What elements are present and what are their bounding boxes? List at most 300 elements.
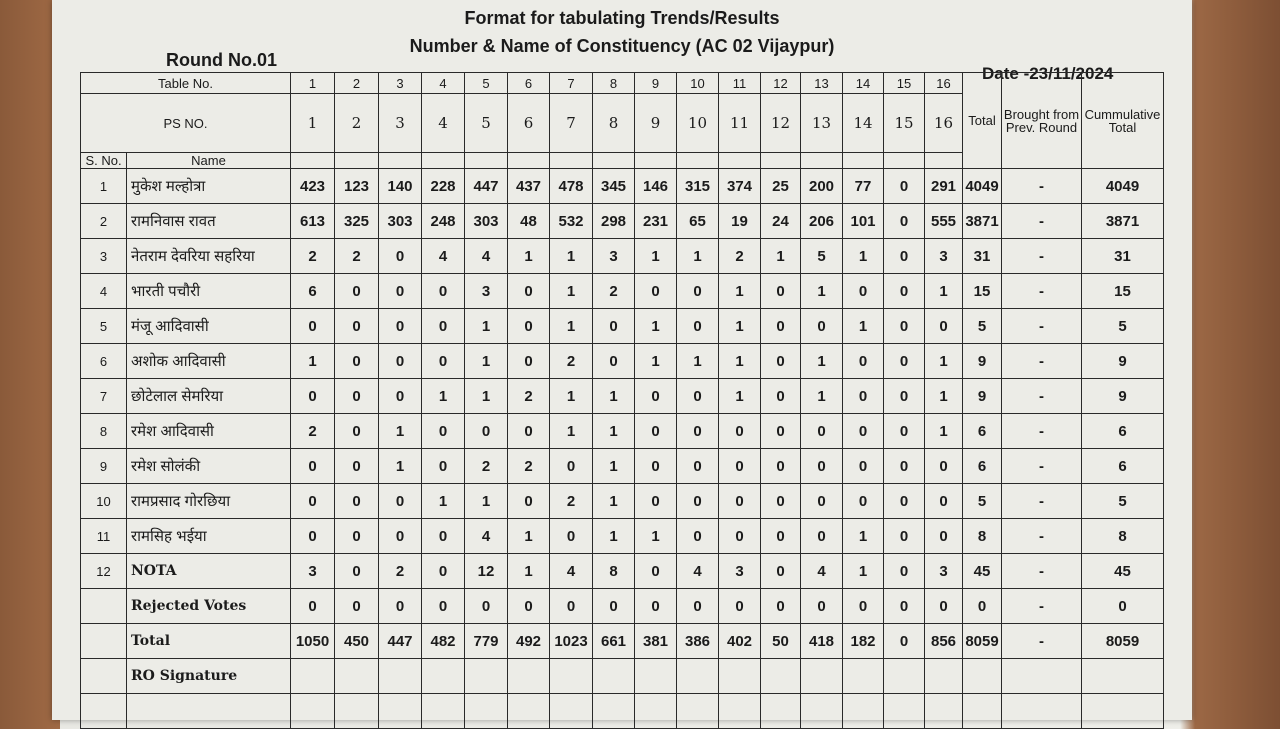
vote-cell: 200	[801, 169, 843, 204]
candidate-name: भारती पचौरी	[127, 274, 291, 309]
vote-cell: 0	[925, 449, 963, 484]
vote-cell: 532	[550, 204, 593, 239]
vote-cell: 1	[550, 239, 593, 274]
table-row	[81, 274, 1164, 309]
cumulative-cell: 5	[1082, 309, 1164, 344]
vote-cell: 1	[635, 344, 677, 379]
signature-cell	[335, 659, 379, 694]
ps-number-cell: 8	[593, 94, 635, 153]
candidate-name: रामप्रसाद गोरछिया	[127, 484, 291, 519]
vote-cell: 0	[635, 414, 677, 449]
vote-cell: 1	[801, 379, 843, 414]
cumulative-cell: 15	[1082, 274, 1164, 309]
vote-cell: 101	[843, 204, 884, 239]
vote-cell: 1	[593, 379, 635, 414]
vote-cell: 0	[761, 344, 801, 379]
vote-cell: 1	[719, 274, 761, 309]
cumulative-cell: 9	[1082, 344, 1164, 379]
ps-no-header: PS NO.	[81, 94, 291, 153]
vote-cell: 0	[291, 484, 335, 519]
blank-header-cell	[379, 153, 422, 169]
vote-cell: 0	[761, 519, 801, 554]
ps-number-cell: 7	[550, 94, 593, 153]
brought-cell: -	[1002, 239, 1082, 274]
brought-header: Brought from Prev. Round	[1002, 73, 1082, 169]
brought-cell: -	[1002, 204, 1082, 239]
blank-cell	[925, 694, 963, 729]
vote-cell: 0	[335, 554, 379, 589]
vote-cell: 0	[379, 519, 422, 554]
vote-cell: 555	[925, 204, 963, 239]
signature-cell	[677, 659, 719, 694]
vote-cell: 0	[843, 589, 884, 624]
cumulative-cell: 6	[1082, 449, 1164, 484]
vote-cell: 0	[677, 414, 719, 449]
vote-cell: 0	[761, 274, 801, 309]
vote-cell: 0	[925, 484, 963, 519]
candidate-name: NOTA	[127, 554, 291, 589]
brought-cell: -	[1002, 379, 1082, 414]
table-row	[81, 239, 1164, 274]
table-number-cell: 6	[508, 73, 550, 94]
vote-cell: 0	[843, 344, 884, 379]
table-number-cell: 4	[422, 73, 465, 94]
ps-number-cell: 10	[677, 94, 719, 153]
row-total: 6	[963, 414, 1002, 449]
vote-cell: 315	[677, 169, 719, 204]
blank-cell	[465, 694, 508, 729]
constituency-title: Number & Name of Constituency (AC 02 Vijaypur)	[409, 36, 835, 56]
vote-cell: 1	[635, 239, 677, 274]
cumulative-cell: 0	[1082, 589, 1164, 624]
vote-cell: 0	[335, 484, 379, 519]
vote-cell: 2	[291, 414, 335, 449]
vote-cell: 1	[593, 519, 635, 554]
vote-cell: 0	[884, 204, 925, 239]
vote-cell: 3	[465, 274, 508, 309]
signature-cell	[291, 659, 335, 694]
vote-cell: 0	[801, 414, 843, 449]
blank-header-cell	[801, 153, 843, 169]
ps-number-cell: 14	[843, 94, 884, 153]
vote-cell: 0	[508, 274, 550, 309]
table-row	[81, 169, 1164, 204]
vote-cell: 1	[843, 239, 884, 274]
vote-cell: 374	[719, 169, 761, 204]
vote-cell: 182	[843, 624, 884, 659]
vote-cell: 303	[465, 204, 508, 239]
blank-header-cell	[677, 153, 719, 169]
blank-header-cell	[465, 153, 508, 169]
blank-header-cell	[635, 153, 677, 169]
vote-cell: 0	[719, 519, 761, 554]
ps-number-cell: 11	[719, 94, 761, 153]
blank-header-cell	[291, 153, 335, 169]
vote-cell: 0	[379, 379, 422, 414]
vote-cell: 423	[291, 169, 335, 204]
vote-cell: 0	[379, 484, 422, 519]
vote-cell: 0	[761, 484, 801, 519]
vote-cell: 0	[550, 519, 593, 554]
blank-cell	[81, 694, 127, 729]
table-row	[81, 309, 1164, 344]
vote-cell: 2	[719, 239, 761, 274]
vote-cell: 0	[884, 239, 925, 274]
vote-cell: 0	[508, 414, 550, 449]
vote-cell: 0	[761, 379, 801, 414]
vote-cell: 5	[801, 239, 843, 274]
vote-cell: 206	[801, 204, 843, 239]
vote-cell: 1	[677, 239, 719, 274]
blank-header-cell	[761, 153, 801, 169]
table-number-cell: 14	[843, 73, 884, 94]
vote-cell: 345	[593, 169, 635, 204]
ps-number-cell: 13	[801, 94, 843, 153]
vote-cell: 1	[379, 414, 422, 449]
vote-cell: 2	[550, 484, 593, 519]
signature-cell	[593, 659, 635, 694]
vote-cell: 50	[761, 624, 801, 659]
vote-cell: 0	[761, 309, 801, 344]
serial-number: 8	[81, 414, 127, 449]
vote-cell: 1	[677, 344, 719, 379]
vote-cell: 450	[335, 624, 379, 659]
vote-cell: 0	[884, 379, 925, 414]
vote-cell: 1	[593, 484, 635, 519]
vote-cell: 0	[761, 589, 801, 624]
vote-cell: 1	[635, 309, 677, 344]
date-label: Date -23/11/2024	[982, 64, 1114, 83]
table-row	[81, 204, 1164, 239]
blank-cell	[1082, 694, 1164, 729]
vote-cell: 0	[677, 484, 719, 519]
vote-cell: 303	[379, 204, 422, 239]
vote-cell: 48	[508, 204, 550, 239]
serial-number	[81, 624, 127, 659]
brought-cell: -	[1002, 414, 1082, 449]
vote-cell: 1	[465, 484, 508, 519]
signature-cell	[1082, 659, 1164, 694]
round-label: Round No.01	[166, 50, 277, 70]
row-total: 5	[963, 484, 1002, 519]
brought-cell: -	[1002, 449, 1082, 484]
vote-cell: 0	[925, 589, 963, 624]
vote-cell: 779	[465, 624, 508, 659]
vote-cell: 0	[677, 274, 719, 309]
vote-cell: 0	[465, 414, 508, 449]
serial-number: 4	[81, 274, 127, 309]
vote-cell: 1	[422, 484, 465, 519]
blank-cell	[127, 694, 291, 729]
ps-number-cell: 5	[465, 94, 508, 153]
vote-cell: 0	[884, 554, 925, 589]
blank-cell	[801, 694, 843, 729]
table-number-cell: 3	[379, 73, 422, 94]
vote-cell: 0	[550, 589, 593, 624]
cumulative-cell: 5	[1082, 484, 1164, 519]
vote-cell: 1	[465, 309, 508, 344]
vote-cell: 0	[422, 449, 465, 484]
brought-cell: -	[1002, 309, 1082, 344]
table-row	[81, 414, 1164, 449]
vote-cell: 402	[719, 624, 761, 659]
vote-cell: 4	[801, 554, 843, 589]
vote-cell: 1	[508, 519, 550, 554]
vote-cell: 1	[925, 379, 963, 414]
vote-cell: 1	[508, 554, 550, 589]
vote-cell: 0	[422, 274, 465, 309]
ps-number-cell: 1	[291, 94, 335, 153]
table-row	[81, 379, 1164, 414]
cumulative-cell: 3871	[1082, 204, 1164, 239]
table-number-row	[81, 73, 1164, 94]
vote-cell: 298	[593, 204, 635, 239]
vote-cell: 492	[508, 624, 550, 659]
blank-cell	[422, 694, 465, 729]
cumulative-cell: 4049	[1082, 169, 1164, 204]
blank-header-cell	[593, 153, 635, 169]
vote-cell: 1	[925, 274, 963, 309]
vote-cell: 123	[335, 169, 379, 204]
candidate-name: रमेश आदिवासी	[127, 414, 291, 449]
vote-cell: 0	[884, 169, 925, 204]
blank-cell	[508, 694, 550, 729]
row-total: 8	[963, 519, 1002, 554]
vote-cell: 0	[884, 414, 925, 449]
vote-cell: 0	[884, 624, 925, 659]
vote-cell: 12	[465, 554, 508, 589]
vote-cell: 228	[422, 169, 465, 204]
row-total: 45	[963, 554, 1002, 589]
blank-cell	[379, 694, 422, 729]
table-row	[81, 554, 1164, 589]
serial-number: 5	[81, 309, 127, 344]
signature-cell	[465, 659, 508, 694]
ro-signature-row	[81, 659, 1164, 694]
form-title: Format for tabulating Trends/Results	[464, 8, 780, 28]
table-number-cell: 16	[925, 73, 963, 94]
table-number-cell: 2	[335, 73, 379, 94]
vote-cell: 291	[925, 169, 963, 204]
vote-cell: 0	[593, 309, 635, 344]
row-total: 4049	[963, 169, 1002, 204]
table-row	[81, 624, 1164, 659]
row-total: 6	[963, 449, 1002, 484]
result-sheet	[52, 0, 1192, 720]
signature-cell	[550, 659, 593, 694]
vote-cell: 0	[719, 414, 761, 449]
table-row	[81, 344, 1164, 379]
table-row	[81, 589, 1164, 624]
blank-header-cell	[925, 153, 963, 169]
vote-cell: 381	[635, 624, 677, 659]
vote-cell: 1	[508, 239, 550, 274]
vote-cell: 0	[843, 484, 884, 519]
vote-cell: 2	[508, 379, 550, 414]
total-header: Total	[963, 73, 1002, 169]
brought-cell: -	[1002, 554, 1082, 589]
vote-cell: 1050	[291, 624, 335, 659]
table-number-cell: 13	[801, 73, 843, 94]
vote-cell: 24	[761, 204, 801, 239]
vote-cell: 0	[843, 449, 884, 484]
blank-header-cell	[508, 153, 550, 169]
vote-cell: 1	[843, 519, 884, 554]
candidate-name: रमेश सोलंकी	[127, 449, 291, 484]
signature-cell	[508, 659, 550, 694]
vote-cell: 3	[719, 554, 761, 589]
vote-cell: 1	[801, 344, 843, 379]
vote-cell: 146	[635, 169, 677, 204]
vote-cell: 2	[465, 449, 508, 484]
brought-cell: -	[1002, 344, 1082, 379]
vote-cell: 0	[422, 554, 465, 589]
vote-cell: 0	[422, 309, 465, 344]
signature-cell	[1002, 659, 1082, 694]
row-total: 9	[963, 379, 1002, 414]
signature-cell	[422, 659, 465, 694]
vote-cell: 0	[677, 379, 719, 414]
brought-cell: -	[1002, 274, 1082, 309]
blank-cell	[1002, 694, 1082, 729]
vote-cell: 1	[422, 379, 465, 414]
vote-cell: 4	[465, 519, 508, 554]
signature-cell	[635, 659, 677, 694]
vote-cell: 2	[593, 274, 635, 309]
table-row	[81, 484, 1164, 519]
vote-cell: 0	[719, 589, 761, 624]
vote-cell: 0	[761, 554, 801, 589]
vote-cell: 0	[291, 379, 335, 414]
cumulative-cell: 6	[1082, 414, 1164, 449]
table-number-cell: 8	[593, 73, 635, 94]
signature-cell	[761, 659, 801, 694]
vote-cell: 0	[884, 344, 925, 379]
vote-cell: 0	[843, 274, 884, 309]
vote-cell: 0	[719, 449, 761, 484]
vote-cell: 0	[635, 449, 677, 484]
vote-cell: 0	[593, 344, 635, 379]
vote-cell: 1	[635, 519, 677, 554]
table-number-cell: 9	[635, 73, 677, 94]
vote-cell: 0	[801, 589, 843, 624]
name-header: Name	[127, 153, 291, 169]
vote-cell: 0	[801, 519, 843, 554]
signature-cell	[801, 659, 843, 694]
serial-number: 9	[81, 449, 127, 484]
vote-cell: 613	[291, 204, 335, 239]
signature-cell	[963, 659, 1002, 694]
vote-cell: 0	[925, 519, 963, 554]
vote-cell: 0	[677, 519, 719, 554]
vote-cell: 6	[291, 274, 335, 309]
vote-cell: 77	[843, 169, 884, 204]
vote-cell: 3	[925, 554, 963, 589]
vote-cell: 2	[550, 344, 593, 379]
vote-cell: 4	[465, 239, 508, 274]
vote-cell: 1	[379, 449, 422, 484]
vote-cell: 25	[761, 169, 801, 204]
ps-number-cell: 15	[884, 94, 925, 153]
signature-cell	[843, 659, 884, 694]
vote-cell: 0	[801, 449, 843, 484]
table-number-cell: 15	[884, 73, 925, 94]
brought-cell: -	[1002, 624, 1082, 659]
vote-cell: 386	[677, 624, 719, 659]
vote-cell: 856	[925, 624, 963, 659]
ps-number-cell: 12	[761, 94, 801, 153]
candidate-name: छोटेलाल सेमरिया	[127, 379, 291, 414]
blank-cell	[884, 694, 925, 729]
vote-cell: 0	[635, 484, 677, 519]
cumulative-cell: 31	[1082, 239, 1164, 274]
vote-cell: 0	[422, 414, 465, 449]
blank-cell	[635, 694, 677, 729]
vote-cell: 0	[291, 589, 335, 624]
table-number-cell: 10	[677, 73, 719, 94]
vote-cell: 0	[843, 414, 884, 449]
table-number-cell: 7	[550, 73, 593, 94]
candidate-name: मुकेश मल्होत्रा	[127, 169, 291, 204]
vote-cell: 0	[761, 414, 801, 449]
vote-cell: 0	[550, 449, 593, 484]
vote-cell: 1	[593, 449, 635, 484]
serial-number: 10	[81, 484, 127, 519]
vote-cell: 1	[550, 379, 593, 414]
candidate-name: रामनिवास रावत	[127, 204, 291, 239]
vote-cell: 1	[925, 414, 963, 449]
blank-cell	[963, 694, 1002, 729]
vote-cell: 0	[422, 519, 465, 554]
vote-cell: 0	[635, 589, 677, 624]
vote-cell: 0	[291, 309, 335, 344]
vote-cell: 4	[422, 239, 465, 274]
vote-cell: 1	[719, 309, 761, 344]
vote-cell: 325	[335, 204, 379, 239]
vote-cell: 2	[291, 239, 335, 274]
vote-cell: 418	[801, 624, 843, 659]
vote-cell: 0	[508, 484, 550, 519]
brought-cell: -	[1002, 169, 1082, 204]
candidate-name: रामसिह भईया	[127, 519, 291, 554]
vote-cell: 1023	[550, 624, 593, 659]
vote-cell: 0	[925, 309, 963, 344]
blank-cell	[291, 694, 335, 729]
vote-cell: 1	[291, 344, 335, 379]
candidate-name: अशोक आदिवासी	[127, 344, 291, 379]
brought-cell: -	[1002, 519, 1082, 554]
vote-cell: 447	[379, 624, 422, 659]
vote-cell: 0	[801, 484, 843, 519]
vote-cell: 0	[677, 449, 719, 484]
blank-cell	[843, 694, 884, 729]
table-number-cell: 11	[719, 73, 761, 94]
cumulative-cell: 9	[1082, 379, 1164, 414]
vote-cell: 1	[465, 379, 508, 414]
serial-number: 11	[81, 519, 127, 554]
ps-number-cell: 2	[335, 94, 379, 153]
vote-cell: 661	[593, 624, 635, 659]
vote-cell: 231	[635, 204, 677, 239]
ps-number-cell: 3	[379, 94, 422, 153]
vote-cell: 1	[843, 554, 884, 589]
candidate-name: नेतराम देवरिया सहरिया	[127, 239, 291, 274]
blank-header-cell	[884, 153, 925, 169]
vote-cell: 0	[635, 379, 677, 414]
vote-cell: 1	[550, 309, 593, 344]
sno-header: S. No.	[81, 153, 127, 169]
candidate-name: Rejected Votes	[127, 589, 291, 624]
